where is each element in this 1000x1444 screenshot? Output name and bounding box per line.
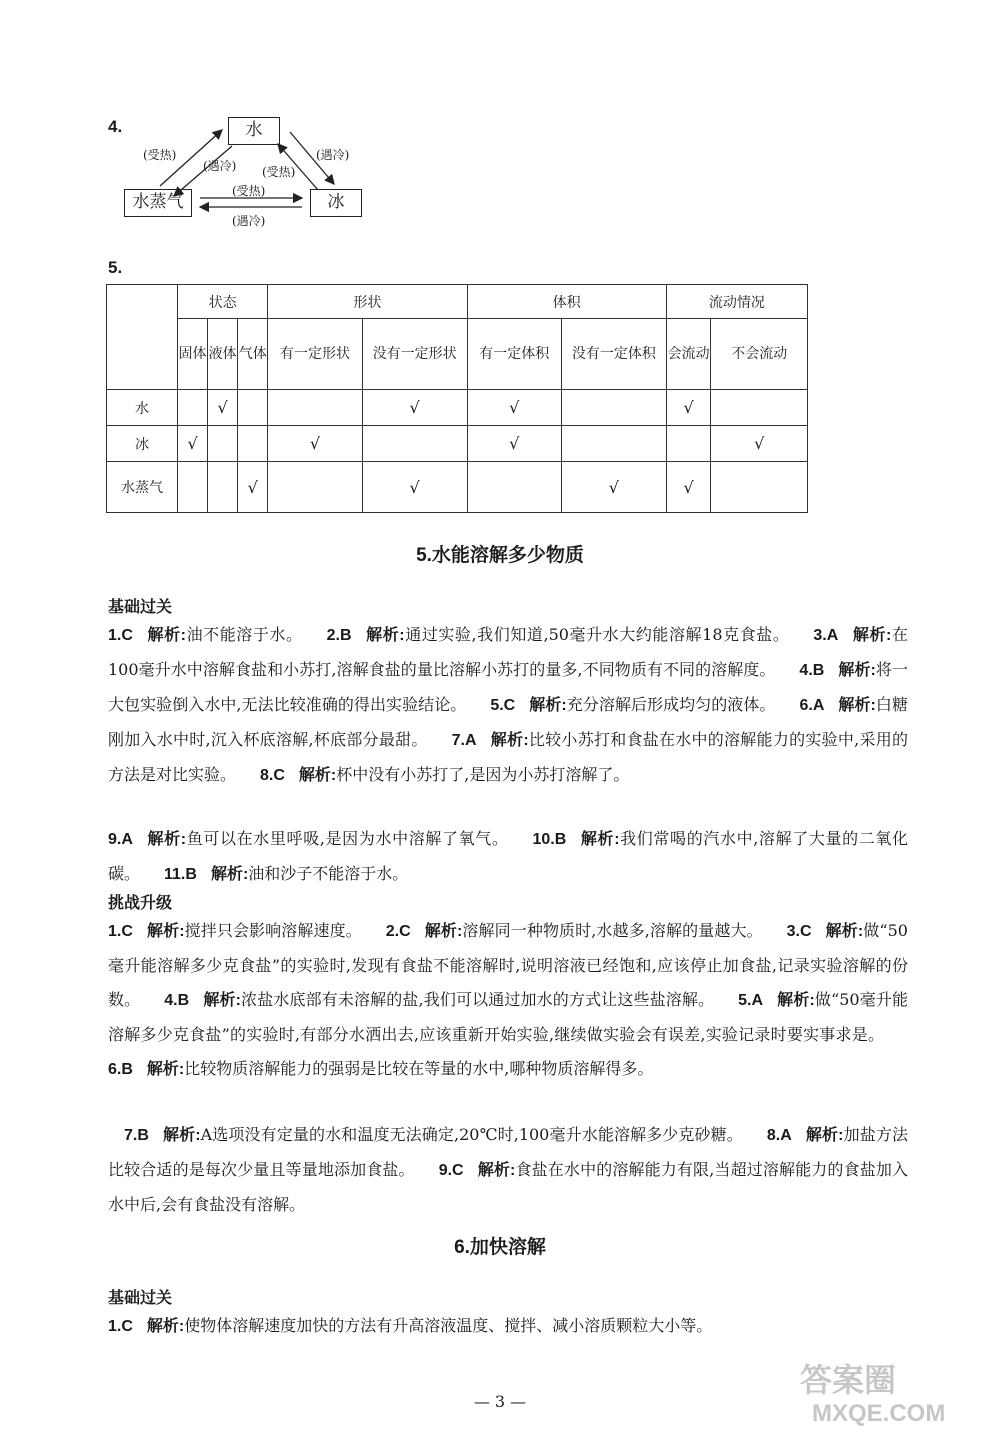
answer-text: 加盐方法比较合适的是每次少量且等量地添加食盐。 xyxy=(108,1125,908,1179)
answer-key: 解析: xyxy=(580,831,620,848)
table-cell: √ xyxy=(362,390,467,426)
answer-text: 杯中没有小苏打了,是因为小苏打溶解了。 xyxy=(336,765,630,784)
table-cell xyxy=(711,390,808,426)
row-header: 水蒸气 xyxy=(107,462,178,513)
answer-key: 解析: xyxy=(777,992,815,1009)
q5-number: 5. xyxy=(108,258,123,277)
answer-key: 解析: xyxy=(490,732,529,749)
table-cell: √ xyxy=(666,462,711,513)
answer-number: 1.C xyxy=(108,923,133,940)
answer-text: A选项没有定量的水和温度无法确定,20℃时,100毫升水能溶解多少克砂糖。 xyxy=(200,1125,743,1144)
answer-text: 油不能溶于水。 xyxy=(185,625,303,644)
answer-key: 解析: xyxy=(825,923,864,940)
ice-box: 冰 xyxy=(310,189,362,217)
answer-number: 3.C xyxy=(786,923,812,940)
sub-header: 气体 xyxy=(238,319,268,390)
label-heat-2: (受热) xyxy=(262,165,296,179)
water-box: 水 xyxy=(228,117,280,145)
answer-number: 11.B xyxy=(164,866,197,883)
section-5-basic-answers xyxy=(108,618,908,793)
answer-number: 5.A xyxy=(738,992,764,1009)
page-number: — 3 — xyxy=(473,1392,527,1411)
q4-number: 4. xyxy=(108,117,123,136)
answer-number: 6.B xyxy=(108,1061,133,1078)
answer-number: 8.A xyxy=(766,1127,792,1144)
section-5-basic-answers-2 xyxy=(108,822,908,892)
table-cell xyxy=(238,390,268,426)
answer-number: 4.B xyxy=(799,662,825,679)
table-cell xyxy=(561,426,666,462)
section-5-challenge-answers xyxy=(108,914,908,1087)
answer-key: 解析: xyxy=(146,1318,185,1335)
answer-text: 油和沙子不能溶于水。 xyxy=(248,864,409,883)
sub-header: 没有一定体积 xyxy=(561,319,666,390)
row-header: 冰 xyxy=(107,426,178,462)
answer-text: 浓盐水底部有未溶解的盐,我们可以通过加水的方式让这些盐溶解。 xyxy=(240,990,715,1009)
answer-number: 6.A xyxy=(799,697,825,714)
table-cell xyxy=(467,462,561,513)
sub-header: 有一定形状 xyxy=(268,319,362,390)
table-cell: √ xyxy=(238,462,268,513)
answer-key: 解析: xyxy=(838,662,876,679)
answer-number: 2.B xyxy=(326,627,352,644)
section-6-basic-heading: 基础过关 xyxy=(108,1290,173,1307)
answer-number: 4.B xyxy=(164,992,190,1009)
table-cell xyxy=(208,462,238,513)
answer-number: 1.C xyxy=(108,627,133,644)
answer-key: 解析: xyxy=(146,627,186,644)
answer-item xyxy=(386,921,763,940)
table-cell: √ xyxy=(362,462,467,513)
answer-number: 2.C xyxy=(385,923,411,940)
table-cell xyxy=(711,462,808,513)
answer-key: 解析: xyxy=(424,923,463,940)
answer-number: 5.C xyxy=(490,697,516,714)
table-cell xyxy=(178,462,208,513)
label-cold-1: (遇冷) xyxy=(203,159,237,173)
label-heat-1: (受热) xyxy=(143,148,177,162)
answer-text: 做“50毫升能溶解多少克食盐”的实验时,有部分水洒出去,应该重新开始实验,继续做实验会有误差,实验记录时要实事求是。 xyxy=(108,990,908,1044)
section-5-challenge-heading: 挑战升级 xyxy=(108,895,173,912)
answer-key: 解析: xyxy=(146,831,187,848)
group-header: 体积 xyxy=(467,285,666,319)
answer-text: 充分溶解后形成均匀的液体。 xyxy=(566,695,776,714)
answer-text: 将一大包实验倒入水中,无法比较准确的得出实验结论。 xyxy=(108,660,908,714)
group-header: 形状 xyxy=(268,285,467,319)
answer-key: 解析: xyxy=(477,1162,516,1179)
table-cell xyxy=(208,426,238,462)
table-cell xyxy=(666,426,711,462)
answer-key: 解析: xyxy=(298,767,337,784)
sub-header: 液体 xyxy=(208,319,238,390)
answer-text: 比较小苏打和食盐在水中的溶解能力的实验中,采用的方法是对比实验。 xyxy=(108,730,908,784)
table-cell: √ xyxy=(268,426,362,462)
watermark-logo: 答案圈 xyxy=(800,1362,897,1398)
answer-number: 10.B xyxy=(532,831,567,848)
table-cell xyxy=(238,426,268,462)
answer-item xyxy=(327,625,790,644)
answer-number: 1.C xyxy=(108,1318,133,1335)
answer-text: 在100毫升水中溶解食盐和小苏打,溶解食盐的量比溶解小苏打的量多,不同物质有不同的溶解度。 xyxy=(108,625,908,679)
table-cell xyxy=(268,462,362,513)
answer-item xyxy=(164,864,408,883)
answer-item xyxy=(108,1316,712,1335)
sub-header: 固体 xyxy=(178,319,208,390)
sub-header: 会流动 xyxy=(666,319,711,390)
table-cell: √ xyxy=(178,426,208,462)
answer-key: 解析: xyxy=(146,923,185,940)
answer-item xyxy=(490,695,775,714)
answer-item xyxy=(108,921,362,940)
answer-key: 解析: xyxy=(529,697,567,714)
answer-key: 解析: xyxy=(146,1061,185,1078)
answer-text: 比较物质溶解能力的强弱是比较在等量的水中,哪种物质溶解得多。 xyxy=(184,1059,654,1078)
answer-number: 9.C xyxy=(438,1162,464,1179)
section-5-challenge-answers-2 xyxy=(108,1118,908,1222)
group-header: 流动情况 xyxy=(666,285,807,319)
table-cell xyxy=(561,390,666,426)
answer-text: 做“50毫升能溶解多少克食盐”的实验时,发现有食盐不能溶解时,说明溶液已经饱和,应该停止加食盐,记录实验溶解的份数。 xyxy=(108,921,908,1009)
answer-text: 鱼可以在水里呼吸,是因为水中溶解了氧气。 xyxy=(186,829,509,848)
section-5-basic-heading: 基础过关 xyxy=(108,599,173,616)
answer-item xyxy=(260,765,629,784)
answer-key: 解析: xyxy=(210,866,249,883)
q4-arrows xyxy=(0,0,420,240)
table-cell: √ xyxy=(467,390,561,426)
steam-box: 水蒸气 xyxy=(124,189,192,217)
answer-text: 我们常喝的汽水中,溶解了大量的二氧化碳。 xyxy=(108,829,908,883)
answer-item xyxy=(124,1125,743,1144)
table-cell: √ xyxy=(561,462,666,513)
answer-text: 使物体溶解速度加快的方法有升高溶液温度、搅拌、减小溶质颗粒大小等。 xyxy=(184,1316,713,1335)
table-cell xyxy=(362,426,467,462)
answer-text: 溶解同一种物质时,水越多,溶解的量越大。 xyxy=(462,921,763,940)
states-table xyxy=(106,284,808,513)
answer-number: 7.A xyxy=(451,732,477,749)
answer-text: 通过实验,我们知道,50毫升水大约能溶解18克食盐。 xyxy=(404,625,790,644)
section-5-title: 5.水能溶解多少物质 xyxy=(416,545,584,566)
answer-number: 3.A xyxy=(813,627,839,644)
answer-key: 解析: xyxy=(365,627,405,644)
answer-number: 9.A xyxy=(108,831,133,848)
table-cell: √ xyxy=(666,390,711,426)
table-cell xyxy=(268,390,362,426)
section-6-basic-answers xyxy=(108,1309,908,1344)
label-cold-2: (遇冷) xyxy=(316,148,350,162)
table-cell xyxy=(178,390,208,426)
answer-key: 解析: xyxy=(162,1127,201,1144)
answer-key: 解析: xyxy=(852,627,892,644)
sub-header: 没有一定形状 xyxy=(362,319,467,390)
answer-text: 食盐在水中的溶解能力有限,当超过溶解能力的食盐加入水中后,会有食盐没有溶解。 xyxy=(108,1160,908,1214)
section-6-title: 6.加快溶解 xyxy=(454,1237,546,1258)
answer-key: 解析: xyxy=(838,697,876,714)
row-header: 水 xyxy=(107,390,178,426)
label-heat-3: (受热) xyxy=(232,184,266,198)
answer-item xyxy=(108,829,509,848)
group-header: 状态 xyxy=(178,285,268,319)
answer-item xyxy=(108,1059,653,1078)
sub-header: 不会流动 xyxy=(711,319,808,390)
answer-number: 8.C xyxy=(260,767,285,784)
answer-key: 解析: xyxy=(203,992,241,1009)
watermark-url: MXQE.COM xyxy=(812,1400,946,1427)
answer-item xyxy=(164,990,714,1009)
table-cell: √ xyxy=(208,390,238,426)
answer-key: 解析: xyxy=(805,1127,844,1144)
table-cell: √ xyxy=(467,426,561,462)
answer-text: 白糖刚加入水中时,沉入杯底溶解,杯底部分最甜。 xyxy=(108,695,908,749)
answer-number: 7.B xyxy=(124,1127,149,1144)
answer-item xyxy=(108,625,303,644)
answer-text: 搅拌只会影响溶解速度。 xyxy=(184,921,362,940)
table-corner xyxy=(107,285,178,390)
sub-header: 有一定体积 xyxy=(467,319,561,390)
label-cold-3: (遇冷) xyxy=(232,214,266,228)
table-cell: √ xyxy=(711,426,808,462)
